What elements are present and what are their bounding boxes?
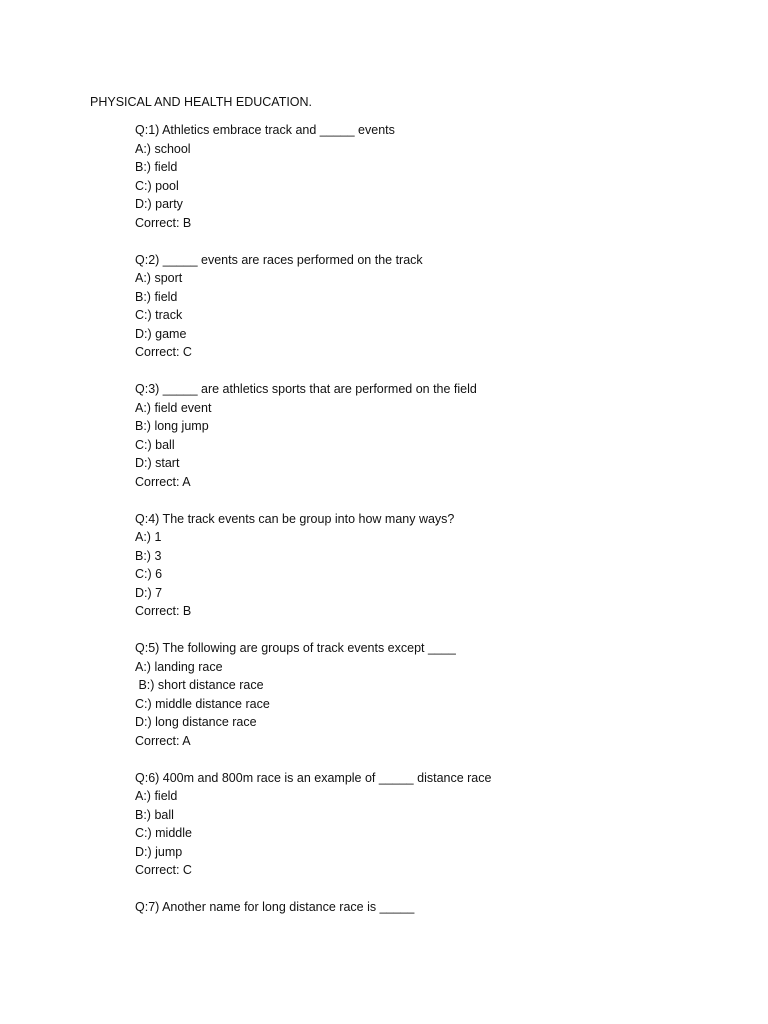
option-a: A:) field — [135, 789, 178, 803]
document-title: PHYSICAL AND HEALTH EDUCATION. — [90, 95, 313, 109]
correct-answer: Correct: C — [135, 345, 192, 359]
question-text: Q:1) Athletics embrace track and _____ events — [135, 123, 395, 137]
option-a: A:) 1 — [135, 530, 162, 544]
question-text: Q:2) _____ events are races performed on the track — [135, 252, 423, 267]
option-b: B:) ball — [135, 807, 174, 822]
correct-answer: Correct: A — [135, 474, 191, 489]
question-block — [135, 380, 695, 491]
option-d: D:) start — [135, 456, 180, 470]
question-block — [135, 251, 695, 362]
option-a: A:) school — [135, 141, 191, 156]
option-a: A:) sport — [135, 271, 183, 285]
option-c: C:) pool — [135, 178, 179, 193]
option-b: B:) field — [135, 160, 178, 174]
question-text: Q:7) Another name for long distance race is _____ — [135, 900, 415, 914]
option-b: B:) short distance race — [135, 678, 264, 692]
option-b: B:) 3 — [135, 548, 162, 563]
question-text: Q:4) The track events can be group into how many ways? — [135, 511, 455, 526]
question-block — [135, 898, 695, 917]
correct-answer: Correct: A — [135, 733, 191, 748]
option-d: D:) party — [135, 197, 183, 211]
question-block — [135, 769, 695, 880]
question-text: Q:6) 400m and 800m race is an example of _____ distance race — [135, 770, 492, 785]
question-block — [135, 639, 695, 750]
question-text: Q:3) _____ are athletics sports that are performed on the field — [135, 382, 477, 396]
option-c: C:) 6 — [135, 567, 163, 581]
option-c: C:) track — [135, 308, 183, 322]
question-block — [135, 121, 695, 232]
option-d: D:) 7 — [135, 585, 163, 600]
question-list — [135, 121, 695, 935]
correct-answer: Correct: B — [135, 215, 192, 230]
option-c: C:) ball — [135, 437, 175, 452]
option-b: B:) long jump — [135, 419, 209, 433]
option-b: B:) field — [135, 289, 178, 304]
option-d: D:) game — [135, 326, 187, 341]
question-text: Q:5) The following are groups of track events except ____ — [135, 641, 456, 655]
option-c: C:) middle distance race — [135, 696, 270, 711]
option-a: A:) landing race — [135, 659, 223, 674]
correct-answer: Correct: B — [135, 604, 192, 618]
option-c: C:) middle — [135, 826, 192, 840]
question-block — [135, 510, 695, 621]
option-d: D:) jump — [135, 844, 183, 859]
correct-answer: Correct: C — [135, 863, 192, 877]
option-a: A:) field event — [135, 400, 212, 415]
option-d: D:) long distance race — [135, 715, 257, 729]
